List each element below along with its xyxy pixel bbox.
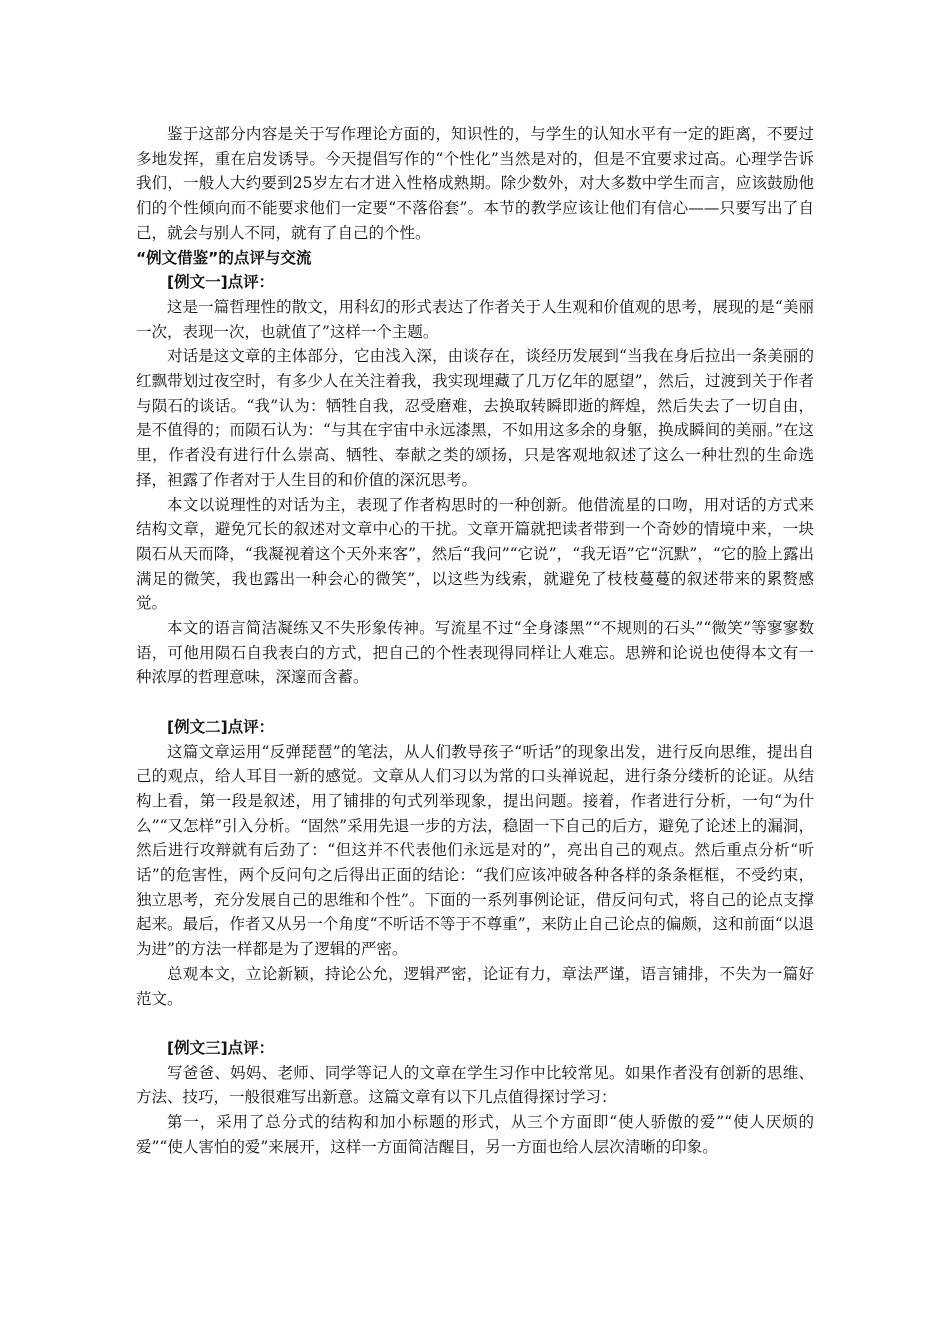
review-1-paragraph: 本文的语言简洁凝练又不失形象传神。写流星不过“全身漆黑”“不规则的石头”“微笑”等寥寥数语，可他用陨石自我表白的方式，把自己的个性表现得同样让人难忘。思辨和论说也使得本文有一种浓厚的哲理意味，深邃而含蓄。 [136,619,814,687]
review-3-heading: [例文三]点评： [167,1038,275,1057]
review-1-paragraph: 本文以说理性的对话为主，表现了作者构思时的一种创新。他借流星的口吻，用对话的方式来结构文章，避免冗长的叙述对文章中心的干扰。文章开篇就把读者带到一个奇妙的情境中来，一块陨石从天而降，“我凝视着这个天外来客”，然后“我问”“它说”，“我无语”它“沉默”，“它的脸上露出满足的微笑，我也露出一种会心的微笑”，以这些为线索，就避免了枝枝蔓蔓的叙述带来的累赘感觉。 [136,495,814,613]
intro-paragraph: 鉴于这部分内容是关于写作理论方面的，知识性的，与学生的认知水平有一定的距离，不要过多地发挥，重在启发诱导。今天提倡写作的“个性化”当然是对的，但是不宜要求过高。心理学告诉我们，一般人大约要到25岁左右才进入性格成熟期。除少数外，对大多数中学生而言，应该鼓励他们的个性倾向而不能要求他们一定要“不落俗套”。本节的教学应该让他们有信心——只要写出了自己，就会与别人不同，就有了自己的个性。 [136,125,814,242]
paragraph-gap [136,1011,814,1036]
review-2-heading: [例文二]点评： [167,717,275,736]
paragraph-gap [136,690,814,715]
review-1-heading: [例文一]点评： [167,273,275,292]
document-body [136,122,814,1160]
review-1-paragraph: 对话是这文章的主体部分，它由浅入深，由谈存在，谈经历发展到“当我在身后拉出一条美丽的红飘带划过夜空时，有多少人在关注着我，我实现埋藏了几万亿年的愿望”，然后，过渡到关于作者与陨石的谈话。“我”认为：牺牲自我，忍受磨难，去换取转瞬即逝的辉煌，然后失去了一切自由，是不值得的；而陨石认为：“与其在宇宙中永远漆黑，不如用这多余的身躯，换成瞬间的美丽。”在这里，作者没有进行什么崇高、牺牲、奉献之类的颂扬，只是客观地叙述了这么一种壮烈的生命选择，袒露了作者对于人生目的和价值的深沉思考。 [136,347,814,489]
review-1-paragraph: 这是一篇哲理性的散文，用科幻的形式表达了作者关于人生观和价值观的思考，展现的是“美丽一次，表现一次，也就值了”这样一个主题。 [136,297,814,341]
section-title: “例文借鉴”的点评与交流 [136,248,312,267]
review-3-paragraph: 写爸爸、妈妈、老师、同学等记人的文章在学生习作中比较常见。如果作者没有创新的思维、方法、技巧，一般很难写出新意。这篇文章有以下几点值得探讨学习： [136,1063,814,1107]
review-2-paragraph: 总观本文，立论新颖，持论公允，逻辑严密，论证有力，章法严谨，语言铺排，不失为一篇好范文。 [136,964,814,1008]
review-3-paragraph: 第一，采用了总分式的结构和加小标题的形式，从三个方面即“使人骄傲的爱”“使人厌烦的爱”“使人害怕的爱”来展开，这样一方面简洁醒目，另一方面也给人层次清晰的印象。 [136,1113,814,1156]
review-2-paragraph: 这篇文章运用“反弹琵琶”的笔法，从人们教导孩子“听话”的现象出发，进行反向思维，提出自己的观点，给人耳目一新的感觉。文章从人们习以为常的口头禅说起，进行条分缕析的论证。从结构上看，第一段是叙述，用了铺排的句式列举现象，提出问题。接着，作者进行分析，一句“为什么”“又怎样”引入分析。“固然”采用先退一步的方法，稳固一下自己的后方，避免了论述上的漏洞，然后进行攻辩就有后劲了：“但这并不代表他们永远是对的”，亮出自己的观点。然后重点分析“听话”的危害性，两个反问句之后得出正面的结论：“我们应该冲破各种各样的条条框框，不受约束，独立思考，充分发展自己的思维和个性”。下面的一系列事例论证，借反问句式，将自己的论点支撑起来。最后，作者又从另一个角度“不听话不等于不尊重”，来防止自己论点的偏颇，这和前面“以退为进”的方法一样都是为了逻辑的严密。 [136,742,814,959]
